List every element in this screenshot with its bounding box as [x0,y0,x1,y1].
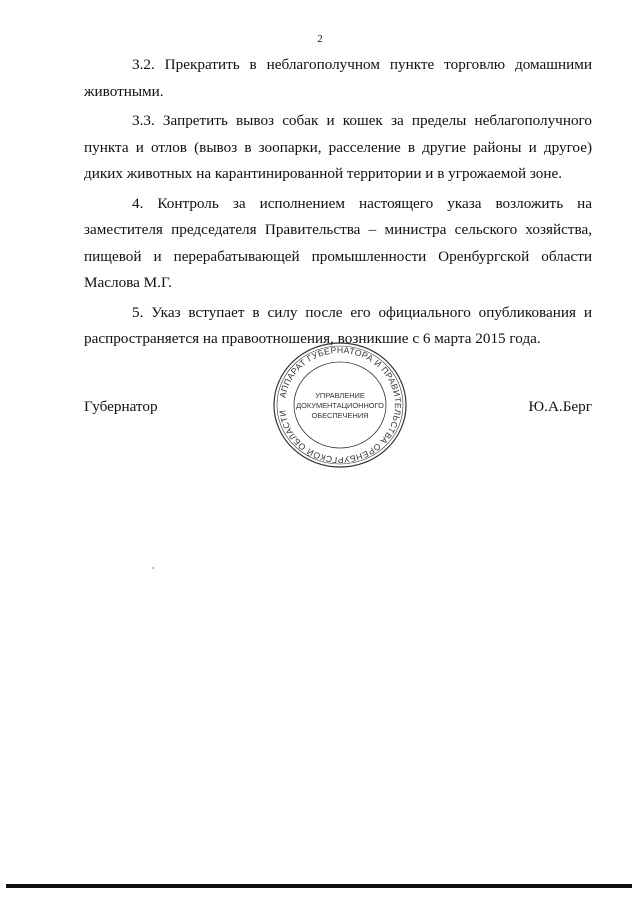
signatory-title: Губернатор [84,398,158,415]
signatory-name: Ю.А.Берг [528,398,592,415]
page-number: 2 [317,33,323,45]
paragraph-3-2: 3.2. Прекратить в неблагополучном пункте торговлю домашними животными. [84,56,592,100]
paragraph-3-3: 3.3. Запретить вывоз собак и кошек за пределы неблагополучного пункта и отлов (вывоз в зоопарки, расселение в другие районы и другое) диких животных на карантинированной территории и в угрожаемой зоне. [84,112,592,182]
seal-ring-text: АППАРАТ ГУБЕРНАТОРА И ПРАВИТЕЛЬСТВА ОРЕНБУРГСКОЙ ОБЛАСТИ [277,344,404,466]
paragraph-5: 5. Указ вступает в силу после его официального опубликования и распространяется на правоотношения, возникшие с 6 марта 2015 года. [84,303,592,347]
bottom-border-rule [6,884,632,888]
official-seal-stamp [268,340,412,470]
decree-body [84,52,592,356]
seal-center-line-2: ДОКУМЕНТАЦИОННОГО [296,401,384,410]
seal-center-line-1: УПРАВЛЕНИЕ [315,391,365,400]
scan-speck [152,567,154,569]
seal-center-line-3: ОБЕСПЕЧЕНИЯ [311,411,369,420]
paragraph-4: 4. Контроль за исполнением настоящего указа возложить на заместителя председателя Правительства – министра сельского хозяйства, пищевой и перерабатывающей промышленности Оренбургской области Маслова М.Г. [84,194,592,291]
